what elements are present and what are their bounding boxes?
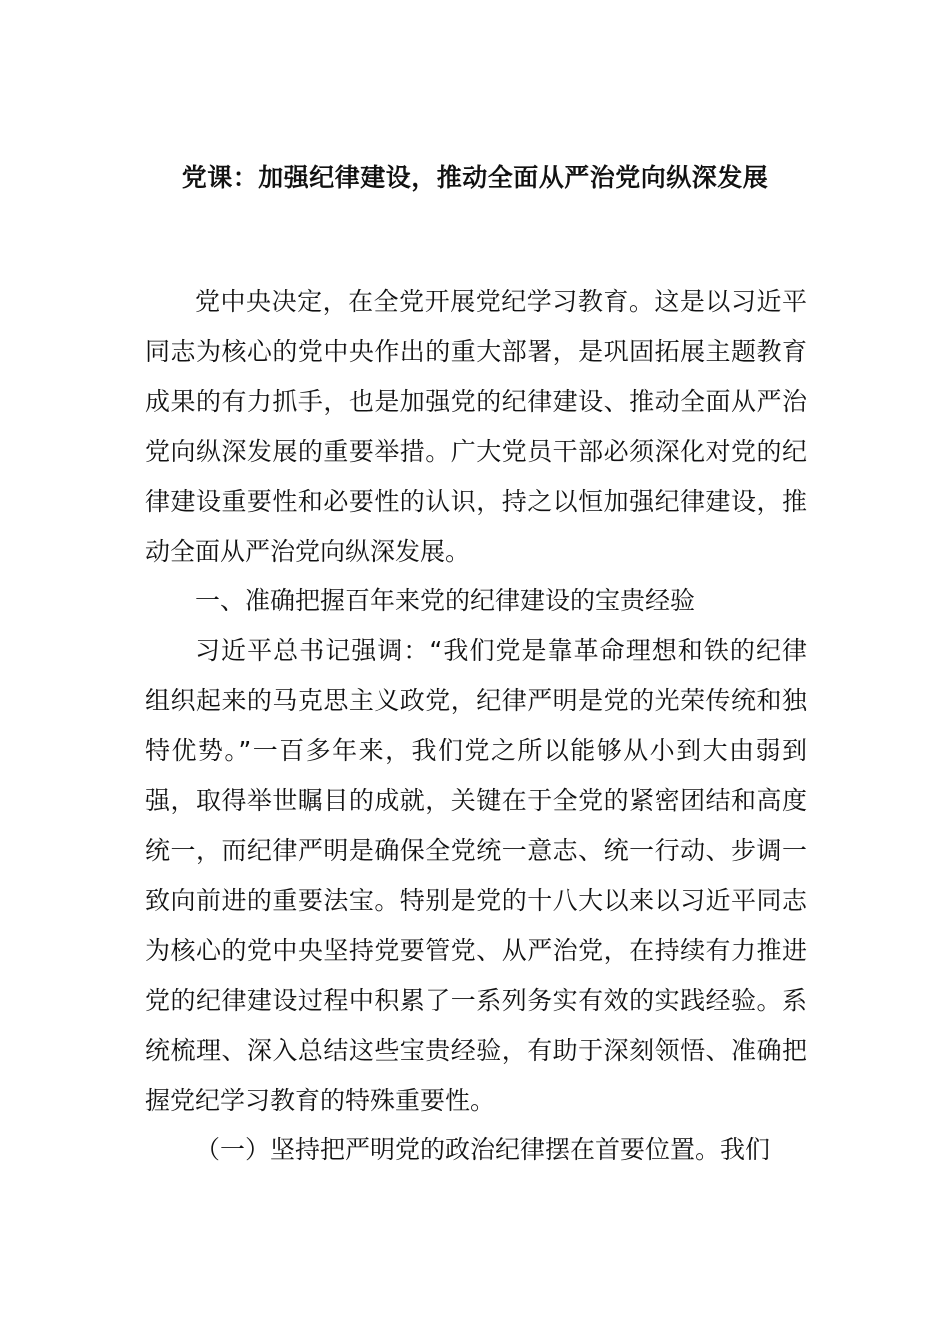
paragraph-section-1: 习近平总书记强调：“我们党是靠革命理想和铁的纪律组织起来的马克思主义政党，纪律严明是党的光荣传统和独特优势。”一百多年来，我们党之所以能够从小到大由弱到强，取得举世瞩目的成就，关键在于全党的紧密团结和高度统一，而纪律严明是确保全党统一意志、统一行动、步调一致向前进的重要法宝。特别是党的十八大以来以习近平同志为核心的党中央坚持党要管党、从严治党，在持续有力推进党的纪律建设过程中积累了一系列务实有效的实践经验。系统梳理、深入总结这些宝贵经验，有助于深刻领悟、准确把握党纪学习教育的特殊重要性。 — [145, 636, 807, 1115]
subsection-heading-1: （一）坚持把严明党的政治纪律摆在首要位置。我们 — [195, 1135, 771, 1165]
document-body — [145, 277, 807, 1175]
section-heading-1: 一、准确把握百年来党的纪律建设的宝贵经验 — [195, 586, 696, 616]
document-title: 党课：加强纪律建设，推动全面从严治党向纵深发展 — [181, 163, 769, 192]
paragraph-intro: 党中央决定，在全党开展党纪学习教育。这是以习近平同志为核心的党中央作出的重大部署，是巩固拓展主题教育成果的有力抓手，也是加强党的纪律建设、推动全面从严治党向纵深发展的重要举措。广大党员干部必须深化对党的纪律建设重要性和必要性的认识，持之以恒加强纪律建设，推动全面从严治党向纵深发展。 — [145, 287, 807, 566]
